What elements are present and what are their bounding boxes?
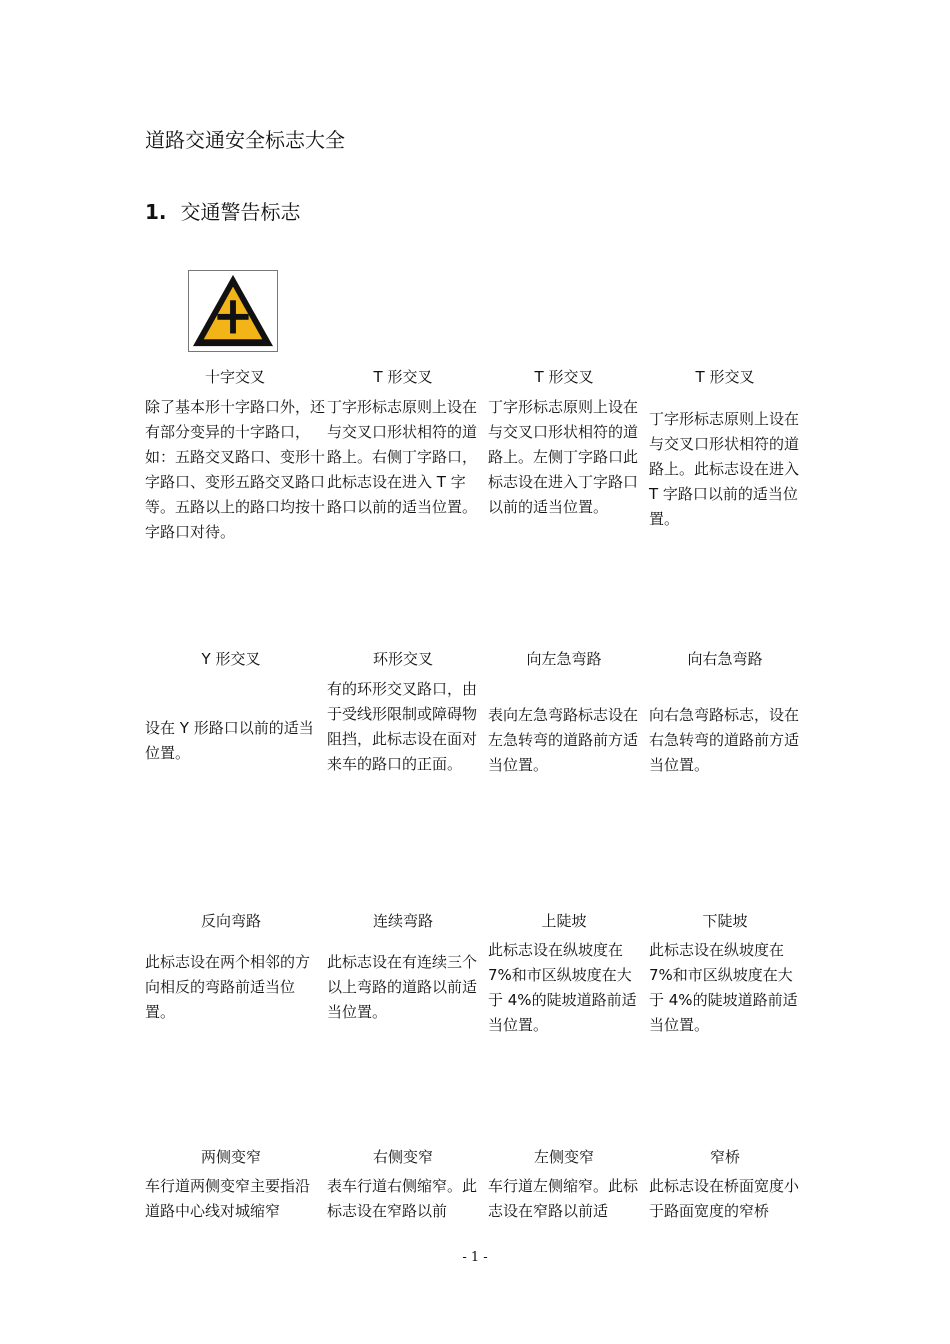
sign-name: 反向弯路 (200, 912, 261, 930)
section-heading (145, 196, 301, 225)
sign-description: 有的环形交叉路口，由于受线形限制或障碍物阻挡，此标志设在面对来车的路口的正面。 (327, 680, 478, 773)
sign-description: 除了基本形十字路口外，还有部分变异的十字路口，如：五路交叉路口、变形十字路口、变形五路交叉路口等。五路以上的路口均按十字路口对待。 (145, 398, 326, 541)
sign-description: 表车行道右侧缩窄。此标志设在窄路以前 (327, 1177, 478, 1220)
sign-name: 下陡坡 (702, 912, 748, 930)
sign-description: 向右急弯路标志，设在右急转弯的道路前方适当位置。 (649, 706, 800, 774)
sign-name: T 形交叉 (695, 368, 755, 386)
sign-description: 此标志设在有连续三个以上弯路的道路以前适当位置。 (327, 953, 478, 1021)
sign-name: 右侧变窄 (372, 1148, 433, 1166)
sign-description: 车行道两侧变窄主要指沿道路中心线对城缩窄 (145, 1177, 311, 1220)
sign-description: 表向左急弯路标志设在左急转弯的道路前方适当位置。 (488, 706, 639, 774)
sign-name: T 形交叉 (534, 368, 594, 386)
sign-name: 十字交叉 (204, 368, 265, 386)
sign-description: 此标志设在纵坡度在7%和市区纵坡度在大于 4%的陡坡道路前适当位置。 (488, 941, 637, 1034)
sign-description: 此标志设在两个相邻的方向相反的弯路前适当位置。 (145, 953, 311, 1021)
sign-row-2 (145, 648, 805, 818)
sign-name: 窄桥 (709, 1148, 740, 1166)
section-title: 交通警告标志 (180, 200, 301, 224)
crossroad-warning-icon (189, 271, 277, 351)
section-number: 1. (145, 200, 167, 224)
sign-description: 此标志设在纵坡度在7%和市区纵坡度在大于 4%的陡坡道路前适当位置。 (649, 941, 798, 1034)
sign-description: 丁字形标志原则上设在与交叉口形状相符的道路上。右侧丁字路口，此标志设在进入 T 字路口以前的适当位置。 (327, 398, 478, 516)
sign-description: 设在 Y 形路口以前的适当位置。 (145, 719, 314, 762)
sign-name: 向右急弯路 (687, 650, 763, 668)
page-number: - 1 - (462, 1250, 488, 1265)
crossroad-sign-image (188, 270, 278, 352)
sign-row-4 (145, 1146, 805, 1226)
sign-name: 左侧变窄 (533, 1148, 594, 1166)
sign-description: 此标志设在桥面宽度小于路面宽度的窄桥 (649, 1177, 800, 1220)
sign-name: 上陡坡 (541, 912, 587, 930)
sign-row-1 (145, 366, 805, 556)
document-title: 道路交通安全标志大全 (145, 128, 345, 152)
sign-name: 向左急弯路 (526, 650, 602, 668)
sign-row-3 (145, 910, 805, 1050)
sign-name: Y 形交叉 (201, 650, 261, 668)
sign-description: 车行道左侧缩窄。此标志设在窄路以前适 (488, 1177, 639, 1220)
sign-name: 连续弯路 (372, 912, 433, 930)
sign-name: 两侧变窄 (200, 1148, 261, 1166)
sign-name: 环形交叉 (372, 650, 433, 668)
sign-description: 丁字形标志原则上设在与交叉口形状相符的道路上。左侧丁字路口此标志设在进入丁字路口以前的适当位置。 (488, 398, 639, 516)
sign-description: 丁字形标志原则上设在与交叉口形状相符的道路上。此标志设在进入 T 字路口以前的适当位置。 (649, 410, 800, 528)
sign-name: T 形交叉 (373, 368, 433, 386)
